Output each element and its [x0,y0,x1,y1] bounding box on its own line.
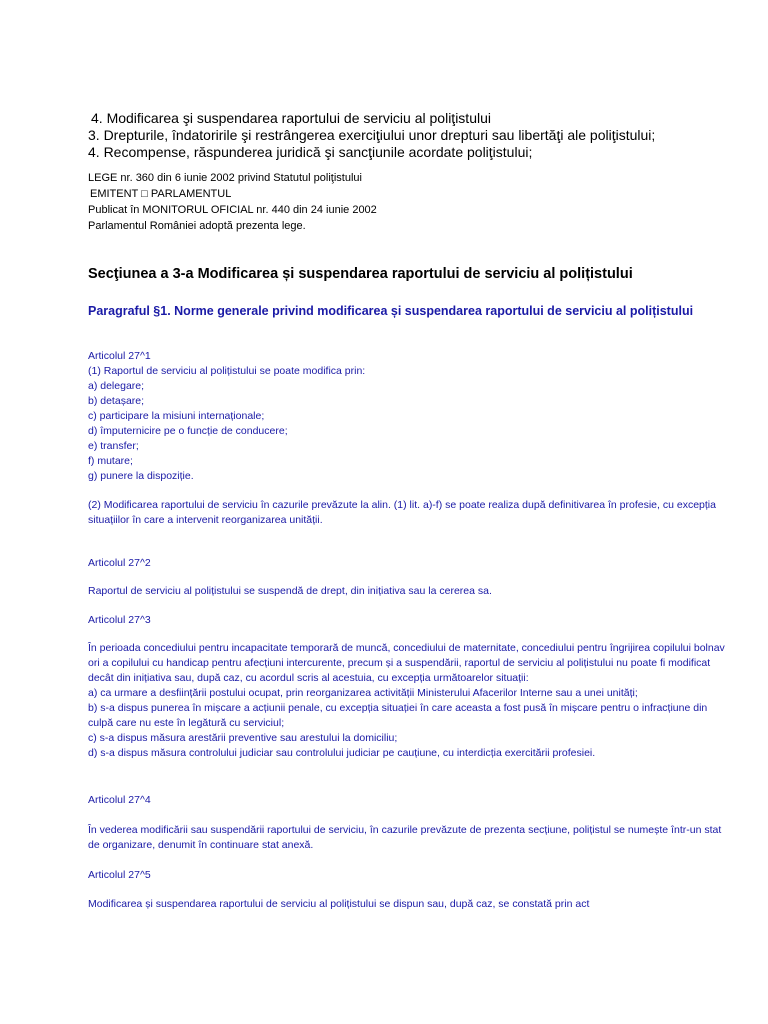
paragraph-heading: Paragraful §1. Norme generale privind modificarea și suspendarea raportului de serviciu al polițistului [88,304,694,318]
law-title: LEGE nr. 360 din 6 iunie 2002 privind Statutul poliţistului [88,172,362,184]
list-item: d) s-a dispus măsura controlului judiciar sau controlului judiciar pe cauțiune, cu interdicția exercitării profesiei. [88,747,596,759]
list-item: a) ca urmare a desființării postului ocupat, prin reorganizarea activității Ministerului Afacerilor Interne sau a unei unități; [88,687,638,699]
list-item: c) s-a dispus măsura arestării preventive sau arestului la domiciliu; [88,732,398,744]
list-item: a) delegare; [88,380,145,392]
article-27-5 [88,868,728,912]
toc-line: 4. Recompense, răspunderea juridică şi sancţiunile acordate poliţistului; [88,144,533,160]
article-paragraph: Modificarea și suspendarea raportului de serviciu al polițistului se dispun sau, după caz, se constată prin act [88,898,590,910]
article-title: Articolul 27^5 [88,869,151,881]
article-title: Articolul 27^2 [88,557,151,569]
article-item-list [88,379,728,484]
article-paragraph: (2) Modificarea raportului de serviciu în cazurile prevăzute la alin. (1) lit. a)-f) se poate realiza după definitivarea în profesie, cu excepția situațiilor în care a intervenit reorganizarea unității. [88,499,716,526]
law-emitent: EMITENT □ PARLAMENTUL [90,188,232,200]
list-item: b) s-a dispus punerea în mișcare a acțiunii penale, cu excepția situației în care aceasta a fost pusă în mișcare pentru o infracțiune din culpă care nu este în legătură cu serviciul; [88,702,708,729]
article-27-1 [88,349,728,528]
law-publication: Publicat în MONITORUL OFICIAL nr. 440 din 24 iunie 2002 [88,204,377,216]
list-item: c) participare la misiuni internaționale; [88,410,265,422]
article-paragraph: (1) Raportul de serviciu al polițistului se poate modifica prin: [88,365,366,377]
article-27-2 [88,556,728,599]
article-item-list [88,686,728,761]
article-27-3 [88,613,728,761]
article-title: Articolul 27^4 [88,794,151,806]
list-item: g) punere la dispoziție. [88,470,194,482]
article-paragraph: În vederea modificării sau suspendării raportului de serviciu, în cazurile prevăzute de prezenta secțiune, polițistul se numește într-un stat de organizare, denumit în continuare stat anexă. [88,824,722,851]
article-27-4 [88,793,728,853]
article-title: Articolul 27^3 [88,614,151,626]
list-item: e) transfer; [88,440,139,452]
toc-line: 4. Modificarea şi suspendarea raportului de serviciu al poliţistului [91,110,491,126]
law-metadata [88,170,728,234]
table-of-contents [88,110,728,161]
list-item: d) împuternicire pe o funcție de conducere; [88,425,288,437]
law-adoption: Parlamentul României adoptă prezenta lege. [88,220,306,232]
article-paragraph: În perioada concediului pentru incapacitate temporară de muncă, concediului de maternitate, concediului pentru îngrijirea copilului bolnav ori a copilului cu handicap pentru afecțiuni intercurente, precum și a suspendării, raportul de serviciu al polițistului nu poate fi modificat decât din inițiativa sau, după caz, cu acordul scris al acestuia, cu excepția următoarelor situații: [88,642,725,684]
section-heading: Secţiunea a 3-a Modificarea și suspendarea raportului de serviciu al polițistului [88,266,633,282]
article-paragraph: Raportul de serviciu al polițistului se suspendă de drept, din inițiativa sau la cererea sa. [88,585,492,597]
toc-line: 3. Drepturile, îndatoririle şi restrângerea exerciţiului unor drepturi sau libertăţi ale poliţistului; [88,127,656,143]
list-item: f) mutare; [88,455,133,467]
list-item: b) detașare; [88,395,145,407]
article-title: Articolul 27^1 [88,350,151,362]
